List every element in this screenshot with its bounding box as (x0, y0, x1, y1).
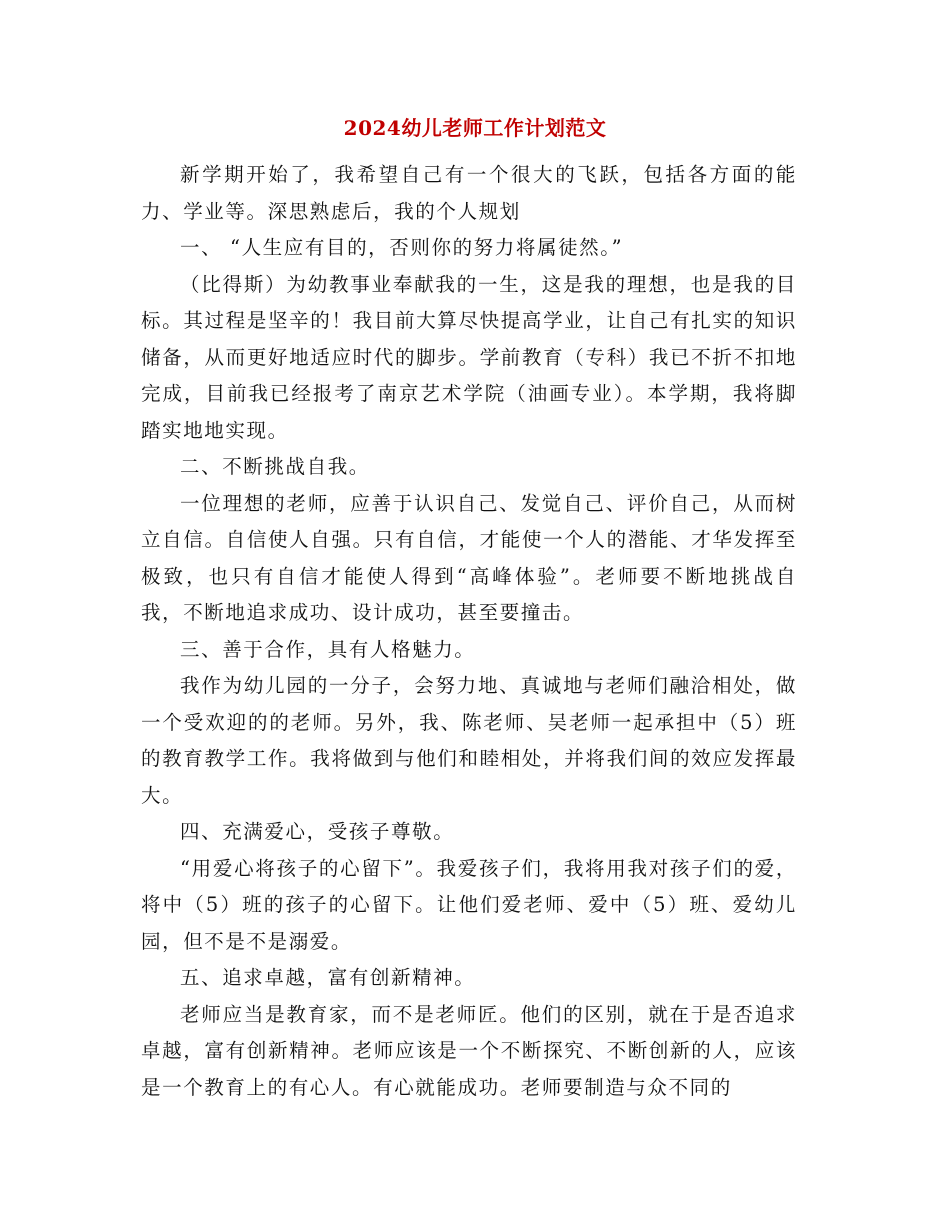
document-body (141, 157, 797, 1106)
heading-section-3: 三、善于合作，具有人格魅力。 (180, 637, 476, 661)
heading-section-5: 五、追求卓越，富有创新精神。 (180, 966, 476, 989)
paragraph-section-2: 一位理想的老师，应善于认识自己、发觉自己、评价自己，从而树立自信。自信使人自强。只有自信，才能使一个人的潜能、才华发挥至极致，也只有自信才能使人得到“高峰体验”。老师要不断地挑战自我，不断地追求成功、设计成功，甚至要撞击。 (141, 491, 797, 624)
heading-section-4: 四、充满爱心，受孩子尊敬。 (180, 820, 455, 843)
paragraph-section-4: “用爱心将孩子的心留下”。我爱孩子们，我将用我对孩子们的爱，将中（5）班的孩子的心留下。让他们爱老师、爱中（5）班、爱幼儿园，但不是不是溺爱。 (141, 856, 797, 953)
paragraph-intro: 新学期开始了，我希望自己有一个很大的飞跃，包括各方面的能力、学业等。深思熟虑后，我的个人规划 (141, 163, 797, 223)
paragraph-section-5: 老师应当是教育家，而不是老师匠。他们的区别，就在于是否追求卓越，富有创新精神。老师应该是一个不断探究、不断创新的人，应该是一个教育上的有心人。有心就能成功。老师要制造与众不同的 (141, 1002, 797, 1099)
heading-section-2: 二、不断挑战自我。 (180, 455, 370, 478)
paragraph-section-1: （比得斯）为幼教事业奉献我的一生，这是我的理想，也是我的目标。其过程是坚辛的！我目前大算尽快提高学业，让自己有扎实的知识储备，从而更好地适应时代的脚步。学前教育（专科）我已不折不扣地完成，目前我已经报考了南京艺术学院（油画专业）。本学期，我将脚踏实地地实现。 (141, 272, 797, 442)
paragraph-section-3: 我作为幼儿园的一分子，会努力地、真诚地与老师们融洽相处，做一个受欢迎的的老师。另外，我、陈老师、吴老师一起承担中（5）班的教育教学工作。我将做到与他们和睦相处，并将我们间的效应发挥最大。 (141, 674, 797, 807)
document-title: 2024幼儿老师工作计划范文 (343, 116, 607, 140)
heading-section-1: 一、 “人生应有目的，否则你的努力将属徒然。” (180, 236, 624, 259)
